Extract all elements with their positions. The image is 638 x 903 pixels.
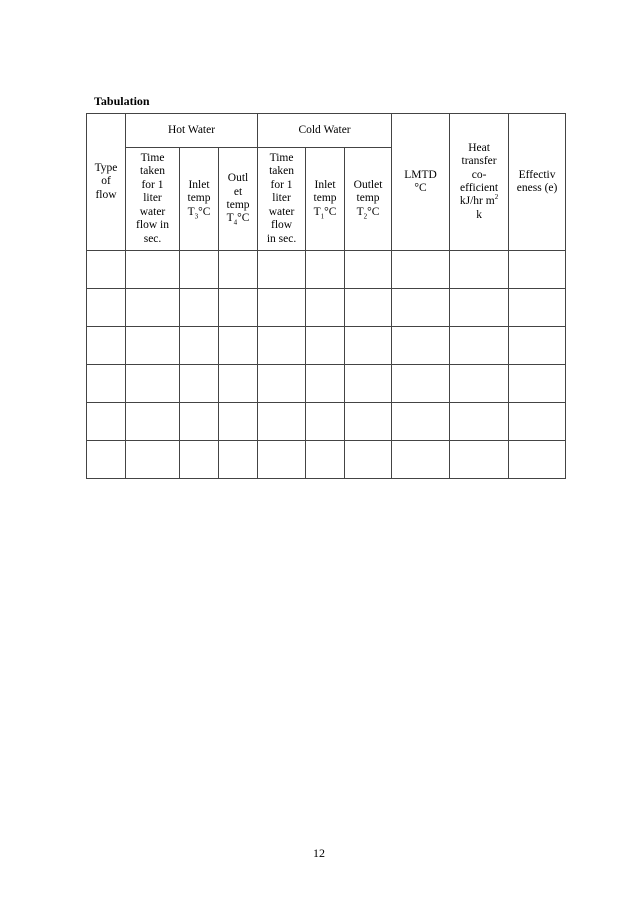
table-row <box>87 251 566 289</box>
header-cold-inlet-temp: Inlet temp $T_1^\circ C$ <box>306 148 345 251</box>
table-cell <box>258 251 306 289</box>
table-cell <box>392 251 450 289</box>
table-row <box>87 327 566 365</box>
table-row <box>87 289 566 327</box>
table-cell <box>219 251 258 289</box>
table-cell <box>509 251 566 289</box>
table-cell <box>87 403 126 441</box>
table-cell <box>180 441 219 479</box>
table-cell <box>87 289 126 327</box>
header-cold-time-taken: Time taken for 1 liter water flow in sec. <box>258 148 306 251</box>
table-cell <box>219 327 258 365</box>
table-cell <box>345 403 392 441</box>
table-cell <box>306 251 345 289</box>
table-cell <box>180 251 219 289</box>
table-cell <box>450 365 509 403</box>
header-cold-water: Cold Water <box>258 114 392 148</box>
table-cell <box>345 251 392 289</box>
table-cell <box>258 289 306 327</box>
header-lmtd: LMTD °C <box>392 114 450 251</box>
table-cell <box>450 403 509 441</box>
table-cell <box>306 403 345 441</box>
header-cold-outlet-temp: Outlet temp $T_2^\circ C$ <box>345 148 392 251</box>
page-number: 12 <box>313 846 325 860</box>
table-cell <box>509 327 566 365</box>
header-hot-outlet-temp: Outl et temp $T_4^\circ C$ <box>219 148 258 251</box>
table-cell <box>306 365 345 403</box>
table-cell <box>450 441 509 479</box>
header-hot-time-taken: Time taken for 1 liter water flow in sec. <box>126 148 180 251</box>
table-cell <box>258 327 306 365</box>
table-cell <box>219 403 258 441</box>
table-row <box>87 365 566 403</box>
table-cell <box>392 441 450 479</box>
table-cell <box>87 365 126 403</box>
table-cell <box>126 327 180 365</box>
table-cell <box>126 441 180 479</box>
table-cell <box>509 365 566 403</box>
table-cell <box>345 365 392 403</box>
table-cell <box>180 289 219 327</box>
table-cell <box>509 289 566 327</box>
table-cell <box>258 441 306 479</box>
table-cell <box>450 251 509 289</box>
table-cell <box>345 327 392 365</box>
table-cell <box>126 365 180 403</box>
header-effectiveness: Effectiv eness (e) <box>509 114 566 251</box>
table-cell <box>258 403 306 441</box>
table-cell <box>87 441 126 479</box>
table-cell <box>306 327 345 365</box>
header-heat-transfer-coefficient: Heat transfer co- efficient kJ/hr $m^2$ k <box>450 114 509 251</box>
table-cell <box>392 289 450 327</box>
header-hot-inlet-temp: Inlet temp $T_3^\circ C$ <box>180 148 219 251</box>
table-cell <box>180 365 219 403</box>
table-row <box>87 403 566 441</box>
table-cell <box>392 403 450 441</box>
table-cell <box>219 289 258 327</box>
table-cell <box>392 327 450 365</box>
table-cell <box>258 365 306 403</box>
table-cell <box>509 441 566 479</box>
table-cell <box>345 289 392 327</box>
table-cell <box>509 403 566 441</box>
table-cell <box>345 441 392 479</box>
table-row <box>87 441 566 479</box>
table-cell <box>87 327 126 365</box>
table-cell <box>450 289 509 327</box>
table-cell <box>306 289 345 327</box>
table-cell <box>126 403 180 441</box>
header-hot-water: Hot Water <box>126 114 258 148</box>
table-cell <box>126 289 180 327</box>
tabulation-table <box>86 113 566 479</box>
table-cell <box>392 365 450 403</box>
table-cell <box>126 251 180 289</box>
table-heading: Tabulation <box>94 94 150 108</box>
table-cell <box>219 441 258 479</box>
table-cell <box>306 441 345 479</box>
table-cell <box>450 327 509 365</box>
table-cell <box>87 251 126 289</box>
header-type-of-flow: Type of flow <box>87 114 126 251</box>
table-cell <box>180 327 219 365</box>
table-cell <box>180 403 219 441</box>
table-cell <box>219 365 258 403</box>
